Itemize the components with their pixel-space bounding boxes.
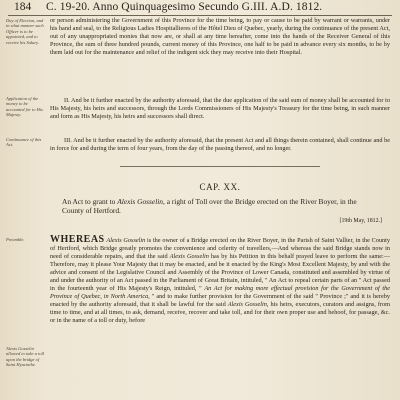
section-2-text: II. And be it further enacted by the authority aforesaid, that the due application of the said sum of money shall be accounted for to His Majesty, his heirs and successors, through the Lords Commissioners of His Majesty's Treasury for the time being, in such manner and form as His Majesty, his heirs and successors shall direct. <box>50 97 390 121</box>
preamble-name-2: Alexis Gosselin <box>169 253 209 261</box>
chapter-heading: CAP. XX. <box>199 182 241 192</box>
chapter-title-name: Alexis Gosselin <box>117 197 163 206</box>
margin-note-preamble: Preamble. <box>6 237 25 242</box>
preamble-ital-1: An Act for making more effectual provision for the Government of the Province of Quebec, in North America, <box>50 285 390 301</box>
chapter-title-pre: An Act to grant to <box>62 197 118 206</box>
margin-note-application: Application of the money to be accounted for to His Majesty. <box>6 96 43 118</box>
section-divider <box>120 166 320 167</box>
assent-date: [19th May, 1812.] <box>339 218 382 224</box>
page-number: 184 <box>14 1 32 13</box>
preamble-text-2: has by his Petition in this behalf prayed leave to perform the same:— Therefore, may it please Your Majesty that it may be enacted, and be it enacted by the King's Most Excellent Majesty, by and with the advice and consent of the Legislative Council and Assembly of the Province of Lower Canada, constituted and assembled by virtue of and under the authority of an Act passed in the Parliament of Great Britain, intituled, " An Act to repeal certain parts of an " Act passed in the fourteenth year of His Majesty's Reign, intituled, " <box>50 253 390 293</box>
dropcap-whereas: WHEREAS <box>50 234 105 245</box>
preamble-text-1: is the owner of a Bridge erected on the River Boyer, in the Parish of Saint Vallier, in the County of Hertford, which Bridge greatly promotes the convenience and celerity of travellers,—And whereas the said Bridge stands now in need of considerable repairs, and that the said <box>50 237 391 261</box>
chapter-title-post: , a right of Toll over the Bridge erected on the River Boyer, in the County of Hertford. <box>62 197 357 215</box>
section-2 <box>50 97 390 121</box>
margin-note-toll: Alexis Gosselin allowed to take a toll upon the bridge of Saint Hyacinthe. <box>6 346 44 368</box>
preamble-text-3: " and to make further provision for the Government of the said " Province ;" and it is hereby enacted by the authority aforesaid, that it shall be lawful for the said <box>50 293 390 309</box>
preamble-name-1: Alexis Gosselin <box>106 237 146 244</box>
margin-note-continuance: Continuance of this Act. <box>6 137 42 148</box>
section-1 <box>50 17 390 57</box>
section-3 <box>50 137 390 153</box>
margin-note-salary: Day of Election, and in what manner such Officer is to be appointed, and to receive his Salary. <box>6 18 44 45</box>
chapter-title <box>62 197 378 215</box>
running-title: C. 19-20. Anno Quinquagesimo Secundo G.III. A.D. 1812. <box>46 1 323 13</box>
preamble-name-3: Alexis Gosselin <box>227 301 267 309</box>
section-3-text: III. And be it further enacted by the authority aforesaid, that the present Act and all things therein contained, shall continue and be in force for and during the term of four years, from the day of the passing thereof, and no longer. <box>50 137 390 153</box>
preamble-text-4: , his heirs, executors, curators and assigns, from time to time, and at all times, to ask, demand, receive, recover and take toll, and for their own proper use and behoof, for passage, &c. or in the name of a toll or duty, before <box>50 301 390 325</box>
section-1-text: or person administering the Government of this Province for the time being, to pay or cause to be paid by warrant or warrants, under his hand and seal, to the Religious Ladies Hospitallieres of the Hôtel Dieu of Quebec, yearly, during the continuance of the present Act, out of any unappropriated monies that now are, or shall at any time hereafter, come into the hands of the Receiver General of this Province, the sum of three hundred pounds, current money of this Province, one half to be paid in advance every six months, to be by them laid out for the maintenance and relief of the indigent sick they may receive into their Hospital. <box>50 17 390 57</box>
preamble <box>50 236 390 326</box>
running-header <box>10 0 392 14</box>
header-rule <box>8 15 392 16</box>
preamble-text <box>50 236 390 326</box>
